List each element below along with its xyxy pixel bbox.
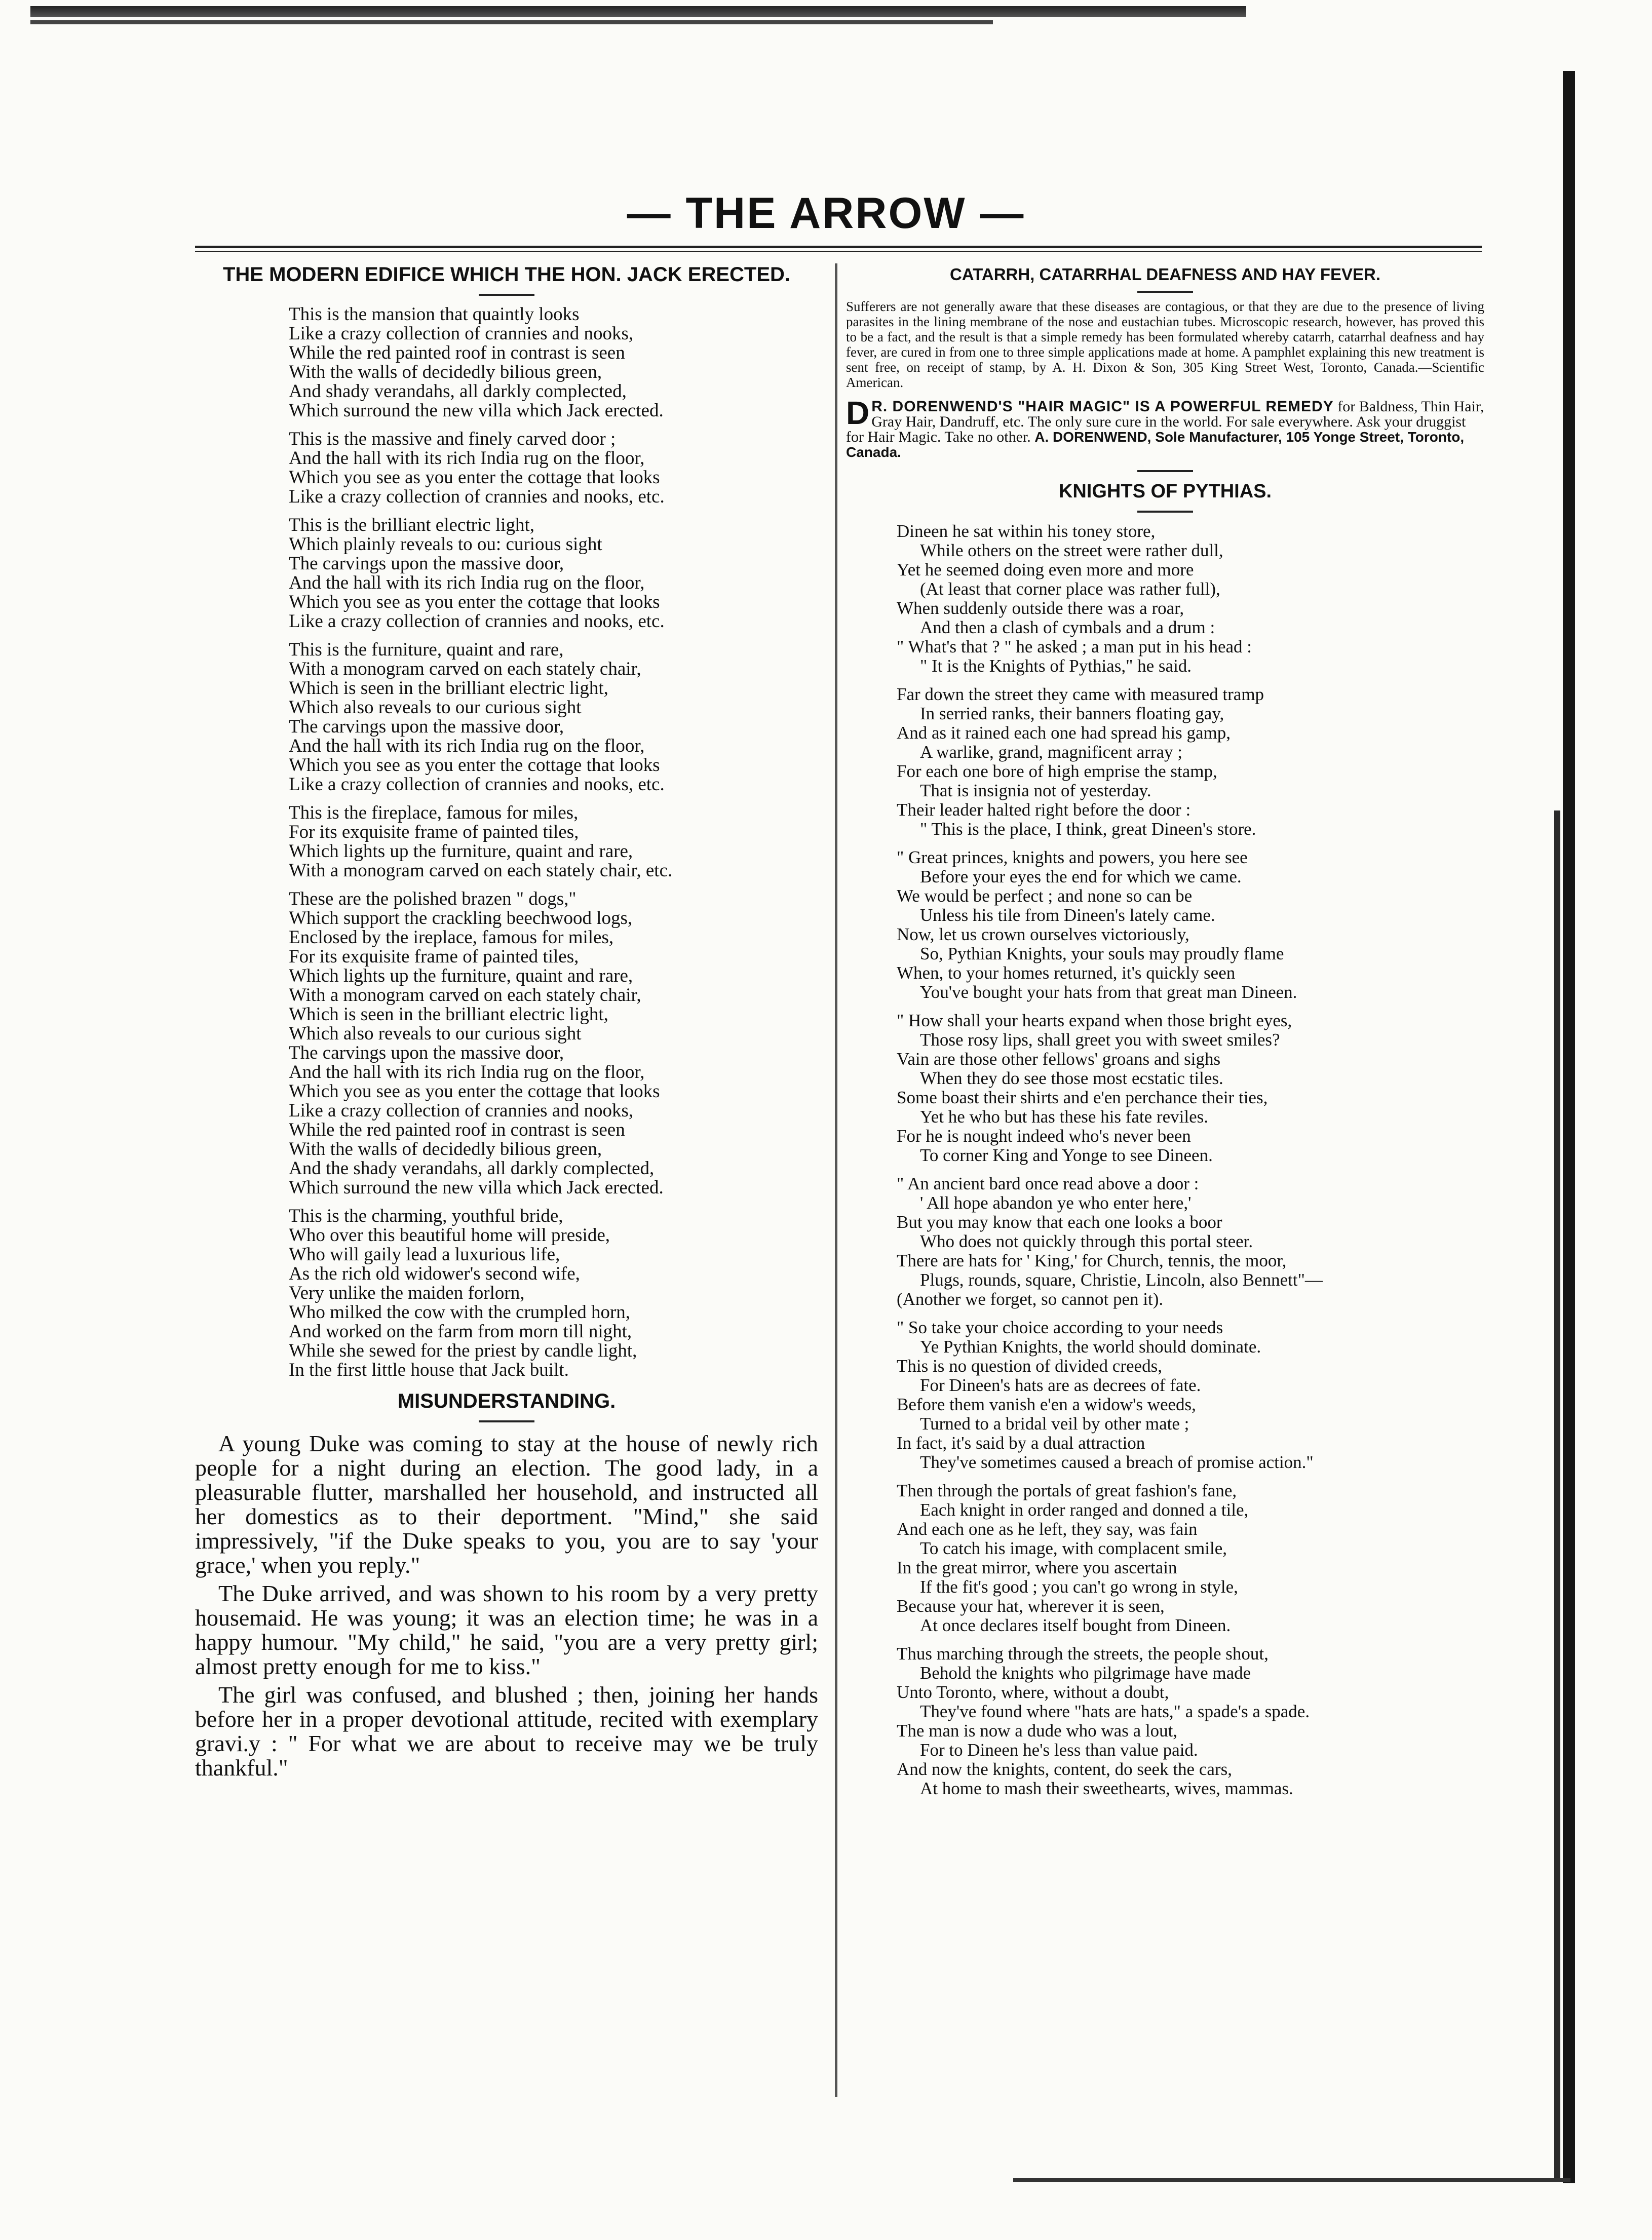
- stanza: [897, 685, 1484, 839]
- poem-line: And the hall with its rich India rug on the floor,: [289, 736, 645, 756]
- poem-line: At home to mash their sweethearts, wives, mammas.: [920, 1779, 1293, 1798]
- masthead: — THE ARROW —: [627, 189, 1025, 238]
- poem-line: Which you see as you enter the cottage that looks: [289, 592, 660, 612]
- poem-line: The carvings upon the massive door,: [289, 1042, 564, 1063]
- poem-line: This is the furniture, quaint and rare,: [289, 639, 564, 660]
- catarrh-body: Sufferers are not generally aware that these diseases are contagious, or that they are due to the presence of living parasites in the lining membrane of the nose and eustachian tubes. Microscopic research, however, has proved this to be a fact, and the result is that a simple remedy has been formulated whereby catarrh, catarrhal deafness and hay fever, are cured in from one to three simple applications made at home. A pamphlet explaining this new treatment is sent free, on receipt of stamp, by A. H. Dixon & Son, 305 King Street West, Toronto, Canada.—Scientific American.: [846, 299, 1484, 390]
- poem-line: In serried ranks, their banners floating gay,: [920, 704, 1224, 723]
- stanza: [289, 1207, 818, 1380]
- poem-line: Before your eyes the end for which we came.: [920, 867, 1242, 886]
- poem-line: This is the charming, youthful bride,: [289, 1206, 563, 1226]
- story-paragraph: A young Duke was coming to stay at the house of newly rich people for a night during an election. The good lady, in a pleasurable flutter, marshalled her household, and instructed all her domestics as to their deportment. "Mind," she said impressively, "if the Duke speaks to you, you are to say 'your grace,' when you reply.": [195, 1431, 818, 1578]
- poem-line: When, to your homes returned, it's quickly seen: [897, 963, 1236, 983]
- stanza: [897, 848, 1484, 1002]
- poem-line: Each knight in order ranged and donned a tile,: [920, 1500, 1249, 1520]
- poem-line: As the rich old widower's second wife,: [289, 1263, 580, 1284]
- poem-line: Now, let us crown ourselves victoriously,: [897, 924, 1189, 944]
- poem-line: When suddenly outside there was a roar,: [897, 598, 1184, 618]
- poem-line: With the walls of decidedly bilious green,: [289, 1139, 602, 1160]
- poem-line: " An ancient bard once read above a door :: [897, 1174, 1199, 1193]
- poem-line: Like a crazy collection of crannies and nooks,: [289, 1100, 634, 1121]
- story-paragraph: The girl was confused, and blushed ; then, joining her hands before her in a proper devotional attitude, recited with exemplary gravi.y : " For what we are about to receive may we be truly thankful.": [195, 1682, 818, 1781]
- catarrh-title: CATARRH, CATARRHAL DEAFNESS AND HAY FEVER.: [949, 265, 1381, 284]
- poem: [289, 305, 818, 1380]
- poem-line: In fact, it's said by a dual attraction: [897, 1433, 1145, 1453]
- poem-line: Yet he seemed doing even more and more: [897, 560, 1194, 580]
- poem-line: Unto Toronto, where, without a doubt,: [897, 1682, 1169, 1702]
- poem-line: For its exquisite frame of painted tiles,: [289, 822, 579, 842]
- poem-line: Which lights up the furniture, quaint and rare,: [289, 965, 633, 986]
- poem-line: A warlike, grand, magnificent array ;: [920, 742, 1182, 762]
- title-rule: [479, 294, 534, 296]
- poem-line: They've found where "hats are hats," a spade's a spade.: [920, 1702, 1310, 1721]
- hair-magic-advert: [846, 395, 1484, 460]
- left-column: [195, 263, 818, 1784]
- poem-line: " So take your choice according to your needs: [897, 1318, 1223, 1337]
- masthead-rule: [195, 246, 1482, 248]
- poem-line: With a monogram carved on each stately chair,: [289, 659, 641, 679]
- poem-line: Which support the crackling beechwood logs,: [289, 908, 633, 929]
- advert-headline: R. DORENWEND'S "HAIR MAGIC" IS A POWERFUL REMEDY: [871, 398, 1334, 415]
- poem-line: " It is the Knights of Pythias," he said.: [920, 656, 1192, 676]
- poem-line: Yet he who but has these his fate reviles.: [920, 1107, 1208, 1127]
- poem-line: At once declares itself bought from Dineen.: [920, 1615, 1231, 1635]
- stanza: [289, 890, 818, 1198]
- story-title-rule: [479, 1420, 534, 1422]
- poem-line: Ye Pythian Knights, the world should dominate.: [920, 1337, 1261, 1357]
- stanza: [289, 516, 818, 631]
- poem-line: Which is seen in the brilliant electric light,: [289, 678, 608, 699]
- poem-line: Enclosed by the ireplace, famous for miles,: [289, 927, 614, 948]
- poem-line: Which you see as you enter the cottage that looks: [289, 1081, 660, 1102]
- stanza: [897, 1481, 1484, 1635]
- poem-line: Far down the street they came with measured tramp: [897, 684, 1264, 704]
- poem-line: And worked on the farm from morn till night,: [289, 1321, 632, 1342]
- poem-line: Which plainly reveals to ou: curious sight: [289, 534, 602, 555]
- scan-edge-right-2: [1554, 810, 1560, 2178]
- poem-line: To catch his image, with complacent smile,: [920, 1538, 1227, 1558]
- poem-line: Which you see as you enter the cottage that looks: [289, 467, 660, 488]
- poem-line: The carvings upon the massive door,: [289, 553, 564, 574]
- poem-line: Like a crazy collection of crannies and nooks, etc.: [289, 611, 665, 632]
- advert-body: for Baldness, Thin Hair, Gray Hair, Dandruff, etc. The only sure cure in the world. For sale everywhere. Ask your druggist for Hair Magic. Take no other.: [846, 398, 1484, 445]
- poem-line: Very unlike the maiden forlorn,: [289, 1283, 525, 1303]
- poem-line: And the hall with its rich India rug on the floor,: [289, 448, 645, 469]
- masthead-rule-thin: [195, 251, 1482, 252]
- poem-line: " This is the place, I think, great Dineen's store.: [920, 819, 1256, 839]
- poem-line: The carvings upon the massive door,: [289, 716, 564, 737]
- poem-line: Those rosy lips, shall greet you with sweet smiles?: [920, 1030, 1280, 1050]
- story-title: MISUNDERSTANDING.: [397, 1390, 616, 1412]
- stanza: [289, 305, 818, 420]
- poem-line: Before them vanish e'en a widow's weeds,: [897, 1395, 1196, 1414]
- poem-line: And the hall with its rich India rug on the floor,: [289, 1062, 645, 1083]
- poem-line: With a monogram carved on each stately chair,: [289, 985, 641, 1006]
- poem-line: Turned to a bridal veil by other mate ;: [920, 1414, 1189, 1434]
- poem-line: Which is seen in the brilliant electric light,: [289, 1004, 608, 1025]
- stanza: [289, 640, 818, 794]
- poem-line: We would be perfect ; and none so can be: [897, 886, 1193, 906]
- poem-line: For each one bore of high emprise the stamp,: [897, 761, 1217, 781]
- poem-line: While she sewed for the priest by candle light,: [289, 1340, 637, 1361]
- catarrh-rule: [1137, 291, 1193, 293]
- poem-line: Like a crazy collection of crannies and nooks,: [289, 323, 634, 344]
- poem-line: Like a crazy collection of crannies and nooks, etc.: [289, 486, 665, 507]
- poem-line: The man is now a dude who was a lout,: [897, 1721, 1178, 1741]
- knights-title: KNIGHTS OF PYTHIAS.: [1058, 481, 1272, 502]
- knights-top-rule: [1137, 470, 1193, 472]
- poem-line: " What's that ? " he asked ; a man put in his head :: [897, 637, 1252, 656]
- poem-line: " How shall your hearts expand when those bright eyes,: [897, 1011, 1292, 1030]
- poem-line: This is the mansion that quaintly looks: [289, 304, 580, 325]
- poem-line: Who milked the cow with the crumpled horn,: [289, 1302, 631, 1323]
- poem-line: ' All hope abandon ye who enter here,': [920, 1193, 1192, 1213]
- poem-line: For to Dineen he's less than value paid.: [920, 1740, 1198, 1760]
- scan-edge-top-2: [30, 20, 993, 24]
- poem-line: Like a crazy collection of crannies and nooks, etc.: [289, 774, 665, 795]
- poem-line: Which also reveals to our curious sight: [289, 697, 582, 718]
- poem-line: If the fit's good ; you can't go wrong in style,: [920, 1577, 1238, 1597]
- story: [195, 1432, 818, 1780]
- poem-line: And then a clash of cymbals and a drum :: [920, 617, 1215, 637]
- poem-line: Which you see as you enter the cottage that looks: [289, 755, 660, 776]
- poem-line: And the hall with its rich India rug on the floor,: [289, 572, 645, 593]
- poem-line: While the red painted roof in contrast is seen: [289, 342, 625, 363]
- poem-line: So, Pythian Knights, your souls may proudly flame: [920, 944, 1284, 963]
- poem-line: In the great mirror, where you ascertain: [897, 1558, 1177, 1577]
- knights-poem: [897, 522, 1484, 1798]
- poem-line: You've bought your hats from that great man Dineen.: [920, 982, 1297, 1002]
- poem-line: They've sometimes caused a breach of promise action.": [920, 1452, 1314, 1472]
- poem-line: (At least that corner place was rather full),: [920, 579, 1220, 599]
- poem-line: Which also reveals to our curious sight: [289, 1023, 582, 1044]
- poem-line: Who will gaily lead a luxurious life,: [289, 1244, 560, 1265]
- poem-line: " Great princes, knights and powers, you here see: [897, 847, 1248, 867]
- scan-edge-top: [30, 6, 1246, 17]
- poem-line: Dineen he sat within his toney store,: [897, 521, 1156, 541]
- poem-line: Which surround the new villa which Jack erected.: [289, 400, 664, 421]
- story-paragraph: The Duke arrived, and was shown to his room by a very pretty housemaid. He was young; it was an election time; he was in a happy humour. "My child," he said, "you are a very pretty girl; almost pretty enough for me to kiss.": [195, 1580, 818, 1679]
- column-divider: [835, 263, 837, 2097]
- poem-line: When they do see those most ecstatic tiles.: [920, 1068, 1223, 1088]
- poem-line: Some boast their shirts and e'en perchance their ties,: [897, 1088, 1268, 1107]
- poem-line: This is the massive and finely carved door ;: [289, 429, 616, 449]
- scan-edge-bottom: [1013, 2178, 1570, 2182]
- poem-line: And now the knights, content, do seek the cars,: [897, 1759, 1232, 1779]
- poem-line: Plugs, rounds, square, Christie, Lincoln, also Bennett"—: [920, 1270, 1323, 1290]
- poem-line: Which lights up the furniture, quaint and rare,: [289, 841, 633, 862]
- poem-line: Who does not quickly through this portal steer.: [920, 1231, 1253, 1251]
- poem-line: And as it rained each one had spread his gamp,: [897, 723, 1231, 743]
- poem-line: And shady verandahs, all darkly complected,: [289, 381, 627, 402]
- poem-line: To corner King and Yonge to see Dineen.: [920, 1145, 1213, 1165]
- poem-line: Because your hat, wherever it is seen,: [897, 1596, 1165, 1616]
- poem-line: For Dineen's hats are as decrees of fate.: [920, 1375, 1201, 1395]
- poem-line: While others on the street were rather dull,: [920, 540, 1223, 560]
- scan-edge-right: [1563, 71, 1575, 2183]
- advert-footer: A. DORENWEND, Sole Manufacturer, 105 Yonge Street, Toronto, Canada.: [846, 429, 1465, 460]
- poem-line: This is the fireplace, famous for miles,: [289, 802, 579, 823]
- poem-line: With the walls of decidedly bilious green,: [289, 362, 602, 382]
- poem-line: Thus marching through the streets, the people shout,: [897, 1644, 1269, 1664]
- poem-line: Then through the portals of great fashion's fane,: [897, 1481, 1237, 1500]
- poem-line: There are hats for ' King,' for Church, tennis, the moor,: [897, 1251, 1287, 1270]
- poem-line: Unless his tile from Dineen's lately came.: [920, 905, 1215, 925]
- poem-line: For its exquisite frame of painted tiles,: [289, 946, 579, 967]
- stanza: [897, 1644, 1484, 1798]
- poem-line: For he is nought indeed who's never been: [897, 1126, 1191, 1146]
- advert-dropcap: D: [846, 395, 870, 431]
- poem-title: THE MODERN EDIFICE WHICH THE HON. JACK ERECTED.: [222, 263, 791, 286]
- poem-line: But you may know that each one looks a boor: [897, 1212, 1222, 1232]
- poem-line: (Another we forget, so cannot pen it).: [897, 1289, 1164, 1309]
- poem-line: And each one as he left, they say, was fain: [897, 1519, 1198, 1539]
- knights-rule: [1137, 511, 1193, 513]
- right-column: [846, 263, 1484, 1807]
- poem-line: In the first little house that Jack built.: [289, 1360, 569, 1380]
- poem-line: And the shady verandahs, all darkly complected,: [289, 1158, 655, 1179]
- poem-line: This is the brilliant electric light,: [289, 515, 534, 535]
- poem-line: With a monogram carved on each stately chair, etc.: [289, 860, 673, 881]
- poem-line: That is insignia not of yesterday.: [920, 781, 1151, 800]
- stanza: [897, 1011, 1484, 1165]
- poem-line: Vain are those other fellows' groans and sighs: [897, 1049, 1221, 1069]
- stanza: [289, 430, 818, 507]
- stanza: [289, 803, 818, 880]
- stanza: [897, 1174, 1484, 1309]
- poem-line: Their leader halted right before the door :: [897, 800, 1191, 820]
- poem-line: Behold the knights who pilgrimage have made: [920, 1663, 1251, 1683]
- poem-line: Which surround the new villa which Jack erected.: [289, 1177, 664, 1198]
- poem-line: This is no question of divided creeds,: [897, 1356, 1162, 1376]
- stanza: [897, 522, 1484, 676]
- poem-line: These are the polished brazen " dogs,": [289, 889, 577, 909]
- poem-line: Who over this beautiful home will preside,: [289, 1225, 610, 1246]
- stanza: [897, 1318, 1484, 1472]
- poem-line: While the red painted roof in contrast is seen: [289, 1119, 625, 1140]
